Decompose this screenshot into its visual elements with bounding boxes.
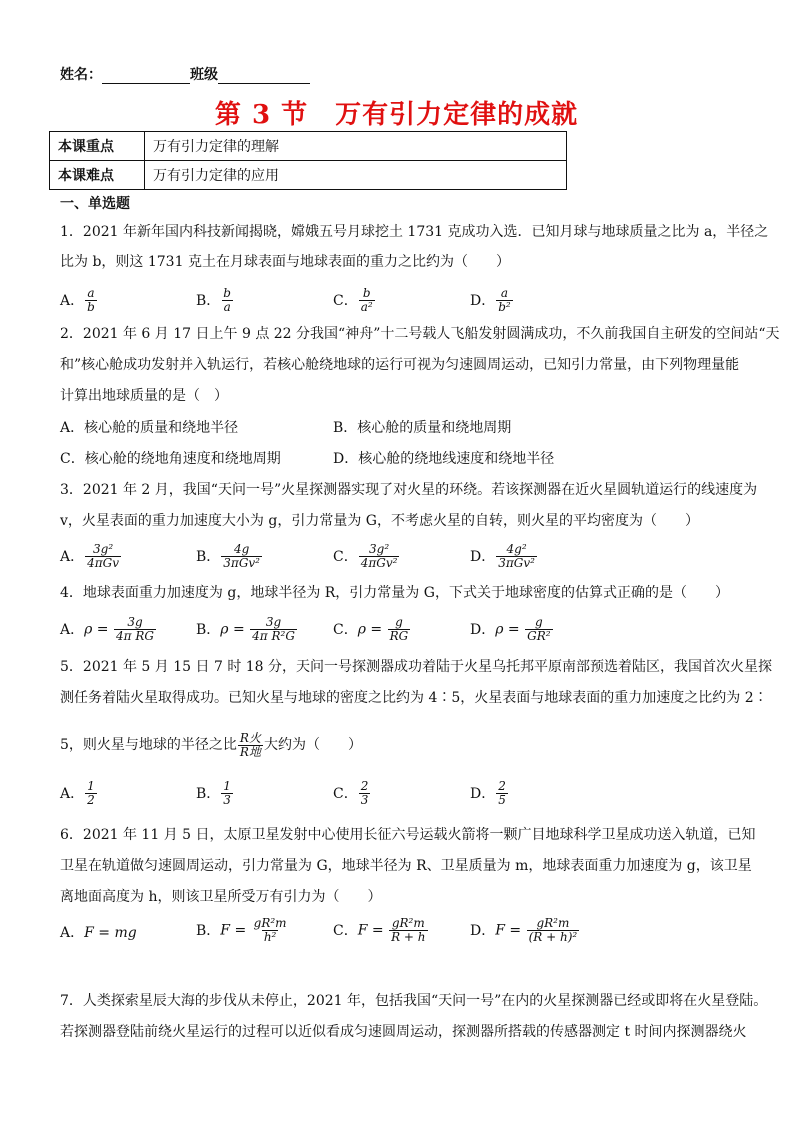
q2-option-b[interactable]: B．核心舱的质量和绕地周期 bbox=[333, 420, 512, 436]
fraction: $\frac{b}{\text{a²}}$ bbox=[360, 286, 373, 314]
key-points-table bbox=[49, 131, 567, 190]
q1-line2: 比为 b，则这 1731 克土在月球表面与地球表面的重力之比约为（ ） bbox=[60, 254, 510, 270]
q1-option-d[interactable] bbox=[470, 287, 514, 314]
fraction: $\frac{a}{b}$ bbox=[87, 286, 95, 314]
option-label: D． bbox=[470, 785, 496, 802]
q7-line1: 7．人类探索星辰大海的步伐从未停止，2021 年，包括我国“天问一号”在内的火星探测器已经或即将在火星登陆。 bbox=[60, 993, 768, 1009]
q6-option-c[interactable] bbox=[333, 917, 429, 944]
option-label: B． bbox=[196, 548, 221, 565]
formula-lhs: ρ = bbox=[357, 621, 387, 638]
q3-option-c[interactable] bbox=[333, 543, 400, 570]
formula: F = mg bbox=[84, 925, 137, 941]
key-value: 万有引力定律的理解 bbox=[145, 132, 567, 161]
key-label: 本课重点 bbox=[50, 132, 145, 161]
q5-line2: 测任务着陆火星取得成功。已知火星与地球的密度之比约为 4∶5，火星表面与地球表面的重力加速度之比约为 2∶ bbox=[60, 690, 768, 706]
fraction: $\frac{\text{gR²m}}{R + h}$ bbox=[391, 916, 426, 944]
name-blank[interactable] bbox=[102, 69, 190, 84]
q4-option-b[interactable] bbox=[196, 616, 298, 643]
difficulty-label: 本课难点 bbox=[50, 161, 145, 190]
q4-line1: 4．地球表面重力加速度为 g，地球半径为 R，引力常量为 G，下式关于地球密度的估算式正确的是（ ） bbox=[60, 585, 729, 601]
q3-option-d[interactable] bbox=[470, 543, 538, 570]
fraction: $\frac{\text{gR²m}}{\text{h²}}$ bbox=[253, 916, 287, 944]
option-label: C． bbox=[333, 785, 358, 802]
option-label: C． bbox=[333, 621, 358, 638]
option-label: D． bbox=[470, 621, 496, 638]
option-label: A． bbox=[60, 548, 85, 565]
q3-option-a[interactable] bbox=[60, 543, 122, 570]
option-label: B． bbox=[196, 922, 221, 939]
option-label: D． bbox=[470, 292, 496, 309]
option-label: C． bbox=[333, 922, 358, 939]
option-label: D． bbox=[470, 548, 496, 565]
fraction: $\frac{a}{\text{b²}}$ bbox=[498, 286, 511, 314]
q5-option-d[interactable] bbox=[470, 780, 509, 807]
fraction: $\frac{2}{3}$ bbox=[360, 779, 369, 807]
option-label: B． bbox=[196, 621, 221, 638]
formula-lhs: ρ = bbox=[495, 621, 525, 638]
q4-option-c[interactable] bbox=[333, 616, 411, 643]
difficulty-value: 万有引力定律的应用 bbox=[145, 161, 567, 190]
fraction: $\frac{\text{3g²}}{\text{4πGv²}}$ bbox=[360, 542, 398, 570]
radius-ratio-fraction: $\frac{\text{R火}}{\text{R地}}$ bbox=[239, 730, 261, 759]
q2-line2: 和”核心舱成功发射并入轨运行，若核心舱绕地球的运行可视为匀速圆周运动，已知引力常量，由下列物理量能 bbox=[60, 357, 740, 373]
q6-option-d[interactable] bbox=[470, 917, 580, 944]
formula-lhs: F = bbox=[357, 922, 389, 939]
formula-lhs: F = bbox=[220, 922, 251, 939]
q5-option-c[interactable] bbox=[333, 780, 371, 807]
fraction: $\frac{\text{4g²}}{\text{3πGv²}}$ bbox=[498, 542, 535, 570]
fraction: $\frac{\text{3g²}}{\text{4πGv}}$ bbox=[87, 542, 120, 570]
option-label: A． bbox=[60, 925, 85, 941]
q3-option-b[interactable] bbox=[196, 543, 263, 570]
section-heading: 一、单选题 bbox=[60, 196, 130, 212]
option-label: B． bbox=[196, 292, 221, 309]
q1-option-c[interactable] bbox=[333, 287, 376, 314]
q5-option-a[interactable] bbox=[60, 780, 98, 807]
name-label: 姓名： bbox=[60, 67, 102, 83]
q2-option-a[interactable]: A．核心舱的质量和绕地半径 bbox=[60, 420, 239, 436]
q4-option-a[interactable] bbox=[60, 616, 157, 643]
q3-line1: 3．2021 年 2 月，我国“天问一号”火星探测器实现了对火星的环绕。若该探测器在近火星圆轨道运行的线速度为 bbox=[60, 482, 758, 498]
fraction: $\frac{3g}{\text{4π R²G}}$ bbox=[252, 615, 295, 643]
q6-option-b[interactable] bbox=[196, 917, 290, 944]
q6-line3: 离地面高度为 h，则该卫星所受万有引力为（ ） bbox=[60, 889, 382, 905]
q2-option-c[interactable]: C．核心舱的绕地角速度和绕地周期 bbox=[60, 451, 281, 467]
q5-option-b[interactable] bbox=[196, 780, 234, 807]
class-blank[interactable] bbox=[218, 69, 310, 84]
class-label: 班级 bbox=[190, 67, 218, 83]
q1-option-a[interactable] bbox=[60, 287, 98, 314]
q1-line1: 1．2021 年新年国内科技新闻揭晓，嫦娥五号月球挖土 1731 克成功入选．已知月球与地球质量之比为 a，半径之 bbox=[60, 224, 769, 240]
q5-line3-post: 大约为（ ） bbox=[263, 737, 362, 753]
q7-line2: 若探测器登陆前绕火星运行的过程可以近似看成匀速圆周运动，探测器所搭载的传感器测定 t 时间内探测器绕火 bbox=[60, 1024, 747, 1040]
q4-option-d[interactable] bbox=[470, 616, 554, 643]
q2-option-d[interactable]: D．核心舱的绕地线速度和绕地半径 bbox=[333, 451, 555, 467]
page-title: 第 3 节 万有引力定律的成就 bbox=[214, 100, 579, 130]
fraction: $\frac{\text{gR²m}}{\text{(R + h)²}}$ bbox=[528, 916, 578, 944]
table-row bbox=[50, 161, 567, 190]
fraction: $\frac{3g}{\text{4π RG}}$ bbox=[116, 615, 154, 643]
fraction: $\frac{1}{3}$ bbox=[223, 779, 231, 807]
formula-lhs: ρ = bbox=[84, 621, 113, 638]
q1-option-b[interactable] bbox=[196, 287, 234, 314]
student-info bbox=[60, 64, 310, 84]
q6-line2: 卫星在轨道做匀速圆周运动，引力常量为 G，地球半径为 R、卫星质量为 m，地球表面重力加速度为 g，该卫星 bbox=[60, 858, 752, 874]
option-label: A． bbox=[60, 621, 85, 638]
option-label: D． bbox=[470, 922, 496, 939]
q5-line3 bbox=[60, 726, 362, 764]
formula-lhs: ρ = bbox=[220, 621, 250, 638]
q5-line1: 5．2021 年 5 月 15 日 7 时 18 分，天问一号探测器成功着陆于火星乌托邦平原南部预选着陆区，我国首次火星探 bbox=[60, 659, 773, 675]
q3-line2: v，火星表面的重力加速度大小为 g，引力常量为 G，不考虑火星的自转，则火星的平均密度为（ ） bbox=[60, 513, 699, 529]
table-row bbox=[50, 132, 567, 161]
fraction: $\frac{g}{\text{GR²}}$ bbox=[527, 615, 551, 643]
fraction: $\frac{b}{a}$ bbox=[223, 286, 231, 314]
q6-line1: 6．2021 年 11 月 5 日，太原卫星发射中心使用长征六号运载火箭将一颗广目地球科学卫星成功送入轨道，已知 bbox=[60, 827, 756, 843]
option-label: A． bbox=[60, 785, 85, 802]
option-label: A． bbox=[60, 292, 85, 309]
option-label: C． bbox=[333, 548, 358, 565]
fraction: $\frac{g}{RG}$ bbox=[389, 615, 409, 643]
q2-line3: 计算出地球质量的是（ ） bbox=[60, 388, 228, 404]
q5-line3-pre: 5，则火星与地球的半径之比 bbox=[60, 737, 237, 753]
q6-option-a[interactable] bbox=[60, 925, 137, 941]
fraction: $\frac{1}{2}$ bbox=[87, 779, 95, 807]
option-label: C． bbox=[333, 292, 358, 309]
fraction: $\frac{2}{5}$ bbox=[498, 779, 506, 807]
fraction: $\frac{4g}{\text{3πGv²}}$ bbox=[223, 542, 260, 570]
formula-lhs: F = bbox=[495, 922, 526, 939]
q2-line1: 2．2021 年 6 月 17 日上午 9 点 22 分我国“神舟”十二号载人飞船发射圆满成功，不久前我国自主研发的空间站“天 bbox=[60, 326, 780, 342]
option-label: B． bbox=[196, 785, 221, 802]
